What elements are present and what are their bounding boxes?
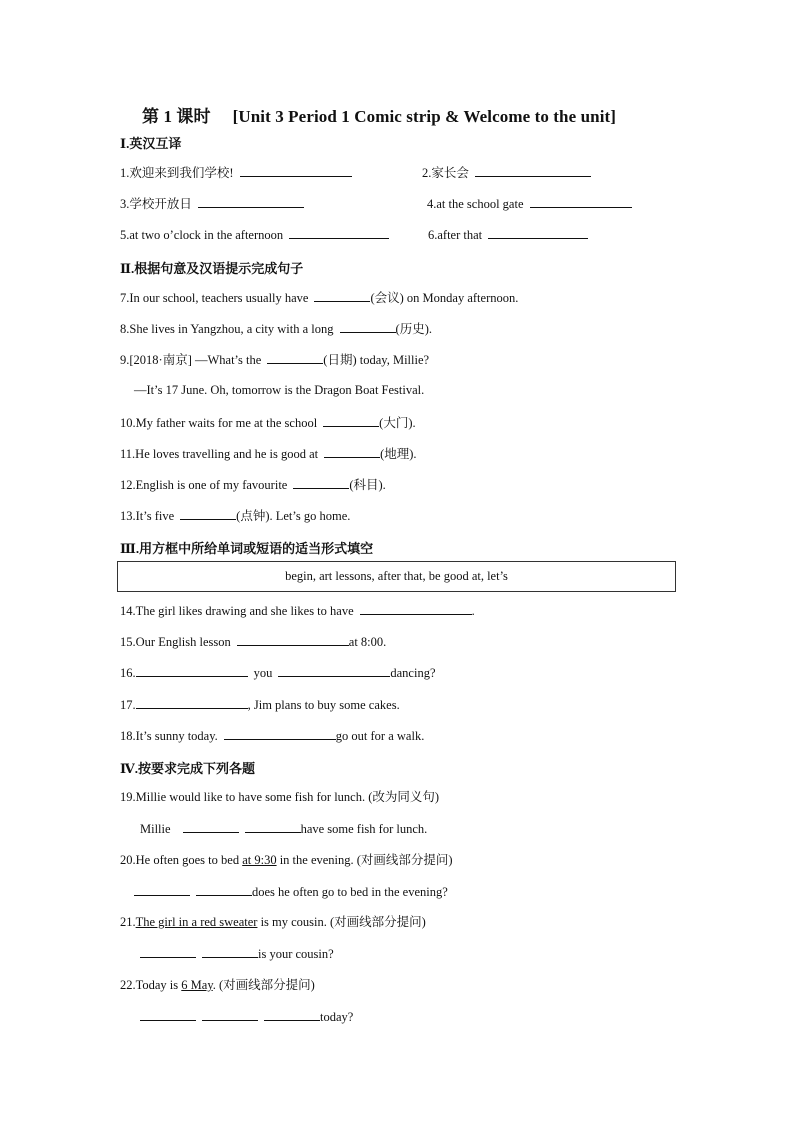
answer-blank[interactable]: [293, 476, 349, 489]
question-19-answer: Millie have some fish for lunch.: [140, 822, 428, 836]
section-2-heading: Ⅱ.根据句意及汉语提示完成句子: [120, 261, 304, 276]
answer-blank[interactable]: [314, 289, 370, 302]
answer-blank[interactable]: [323, 414, 379, 427]
word-box: begin, art lessons, after that, be good at, let’s: [117, 561, 676, 592]
question-11: 11.He loves travelling and he is good at (地理).: [120, 447, 417, 461]
answer-blank[interactable]: [140, 1008, 196, 1021]
question-16: 16. you dancing?: [120, 666, 436, 680]
answer-blank[interactable]: [136, 696, 248, 709]
answer-blank[interactable]: [183, 820, 239, 833]
question-17: 17. , Jim plans to buy some cakes.: [120, 698, 400, 712]
answer-blank[interactable]: [198, 195, 304, 208]
question-9-reply: —It’s 17 June. Oh, tomorrow is the Dragon Boat Festival.: [134, 383, 425, 397]
section-3-heading: Ⅲ.用方框中所给单词或短语的适当形式填空: [120, 541, 374, 556]
answer-blank[interactable]: [530, 195, 632, 208]
section-4-heading: Ⅳ.按要求完成下列各题: [120, 761, 256, 776]
answer-blank[interactable]: [202, 1008, 258, 1021]
question-13: 13.It’s five (点钟). Let’s go home.: [120, 509, 351, 523]
answer-blank[interactable]: [324, 445, 380, 458]
question-6: 6.after that: [428, 226, 588, 243]
answer-blank[interactable]: [240, 164, 352, 177]
question-20-answer: does he often go to bed in the evening?: [134, 883, 448, 900]
answer-blank[interactable]: [180, 507, 236, 520]
answer-blank[interactable]: [488, 226, 588, 239]
question-12: 12.English is one of my favourite (科目).: [120, 478, 386, 492]
question-22-answer: today?: [140, 1008, 353, 1025]
answer-blank[interactable]: [140, 945, 196, 958]
question-1: 1.欢迎来到我们学校!: [120, 164, 352, 181]
answer-blank[interactable]: [278, 664, 390, 677]
answer-blank[interactable]: [475, 164, 591, 177]
unit-title: [Unit 3 Period 1 Comic strip & Welcome to the unit]: [232, 107, 617, 126]
answer-blank[interactable]: [245, 820, 301, 833]
question-9: 9.[2018·南京] —What’s the (日期) today, Millie?: [120, 353, 430, 367]
question-21: 21.The girl in a red sweater is my cousin. (对画线部分提问): [120, 915, 426, 929]
question-14: 14.The girl likes drawing and she likes to have .: [120, 604, 475, 618]
question-10: 10.My father waits for me at the school (大门).: [120, 416, 416, 430]
page-title: [142, 102, 616, 127]
answer-blank[interactable]: [340, 320, 396, 333]
answer-blank[interactable]: [360, 602, 472, 615]
answer-blank[interactable]: [196, 883, 252, 896]
question-21-answer: is your cousin?: [140, 945, 334, 962]
answer-blank[interactable]: [202, 945, 258, 958]
answer-blank[interactable]: [289, 226, 389, 239]
question-22: 22.Today is 6 May. (对画线部分提问): [120, 978, 315, 992]
section-1-heading: Ⅰ.英汉互译: [120, 136, 182, 151]
answer-blank[interactable]: [264, 1008, 320, 1021]
lesson-number: 第 1 课时: [142, 107, 211, 126]
question-3: 3.学校开放日: [120, 195, 304, 212]
answer-blank[interactable]: [134, 883, 190, 896]
question-8: 8.She lives in Yangzhou, a city with a long (历史).: [120, 322, 432, 336]
question-20: 20.He often goes to bed at 9:30 in the evening. (对画线部分提问): [120, 853, 453, 867]
answer-blank[interactable]: [267, 351, 323, 364]
question-19: 19.Millie would like to have some fish for lunch. (改为同义句): [120, 790, 440, 804]
question-7: 7.In our school, teachers usually have (会议) on Monday afternoon.: [120, 291, 519, 305]
question-5: 5.at two o’clock in the afternoon: [120, 226, 389, 243]
question-2: 2.家长会: [422, 164, 591, 181]
question-18: 18.It’s sunny today. go out for a walk.: [120, 729, 425, 743]
answer-blank[interactable]: [237, 633, 349, 646]
question-4: 4.at the school gate: [427, 195, 632, 212]
question-15: 15.Our English lesson at 8:00.: [120, 635, 387, 649]
answer-blank[interactable]: [136, 664, 248, 677]
answer-blank[interactable]: [224, 727, 336, 740]
